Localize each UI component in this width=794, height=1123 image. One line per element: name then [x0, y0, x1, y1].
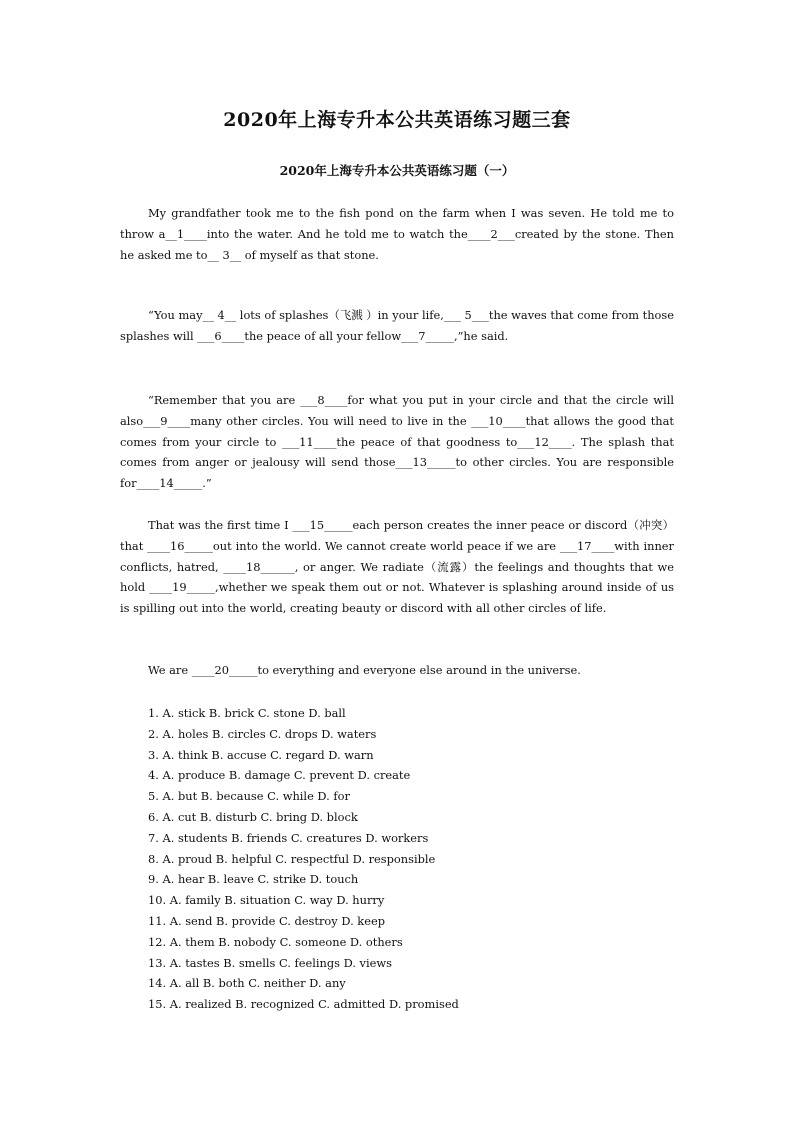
exercise-subtitle: 2020年上海专升本公共英语练习题（一） — [279, 163, 515, 178]
option-item: 4. A. produce B. damage C. prevent D. create — [148, 768, 411, 783]
option-item: 2. A. holes B. circles C. drops D. waters — [148, 726, 377, 741]
option-item: 1. A. stick B. brick C. stone D. ball — [148, 706, 346, 720]
option-item: 10. A. family B. situation C. way D. hurry — [148, 893, 385, 908]
answer-options-list — [148, 703, 459, 1015]
passage-paragraph-2: “You may__ 4__ lots of splashes（飞溅 ）in your life,___ 5___the waves that come from those splashes will ___6____the peace of all your fellow___7_____,”he said. — [120, 308, 674, 343]
option-item: 8. A. proud B. helpful C. respectful D. responsible — [148, 851, 436, 866]
option-item: 7. A. students B. friends C. creatures D. workers — [148, 830, 429, 845]
option-item: 14. A. all B. both C. neither D. any — [148, 976, 346, 991]
option-item: 12. A. them B. nobody C. someone D. others — [148, 934, 403, 949]
option-item: 15. A. realized B. recognized C. admitted D. promised — [148, 997, 459, 1012]
option-item: 5. A. but B. because C. while D. for — [148, 789, 350, 804]
option-item: 3. A. think B. accuse C. regard D. warn — [148, 747, 374, 762]
passage-paragraph-4: That was the first time I ___15_____each person creates the inner peace or discord（冲突）that ____16_____out into the world. We cannot create world peace if we are ___17____with inner conflicts, hatred, ____18______, or anger. We radiate（流露）the feelings and thoughts that we hold ____19_____,whether we speak them out or not. Whatever is splashing around inside of us is spilling out into the world, creating beauty or discord with all other circles of life. — [120, 518, 674, 616]
option-item: 11. A. send B. provide C. destroy D. keep — [148, 913, 385, 928]
document-title: 2020年上海专升本公共英语练习题三套 — [223, 109, 571, 131]
option-item: 13. A. tastes B. smells C. feelings D. views — [148, 955, 392, 970]
passage-paragraph-1: My grandfather took me to the fish pond on the farm when I was seven. He told me to throw a__1____into the water. And he told me to watch the____2___created by the stone. Then he asked me to__ 3__ of myself as that stone. — [120, 206, 674, 262]
option-item: 9. A. hear B. leave C. strike D. touch — [148, 872, 359, 887]
option-item: 6. A. cut B. disturb C. bring D. block — [148, 809, 358, 824]
passage-paragraph-3: “Remember that you are ___8____for what you put in your circle and that the circle will also___9____many other circles. You will need to live in the ___10____that allows the good that comes from your circle to ___11____the peace of that goodness to___12____. The splash that comes from anger or jealousy will send those___13_____to other circles. You are responsible for____14_____.” — [120, 393, 674, 491]
passage-paragraph-5: We are ____20_____to everything and everyone else around in the universe. — [148, 663, 581, 677]
